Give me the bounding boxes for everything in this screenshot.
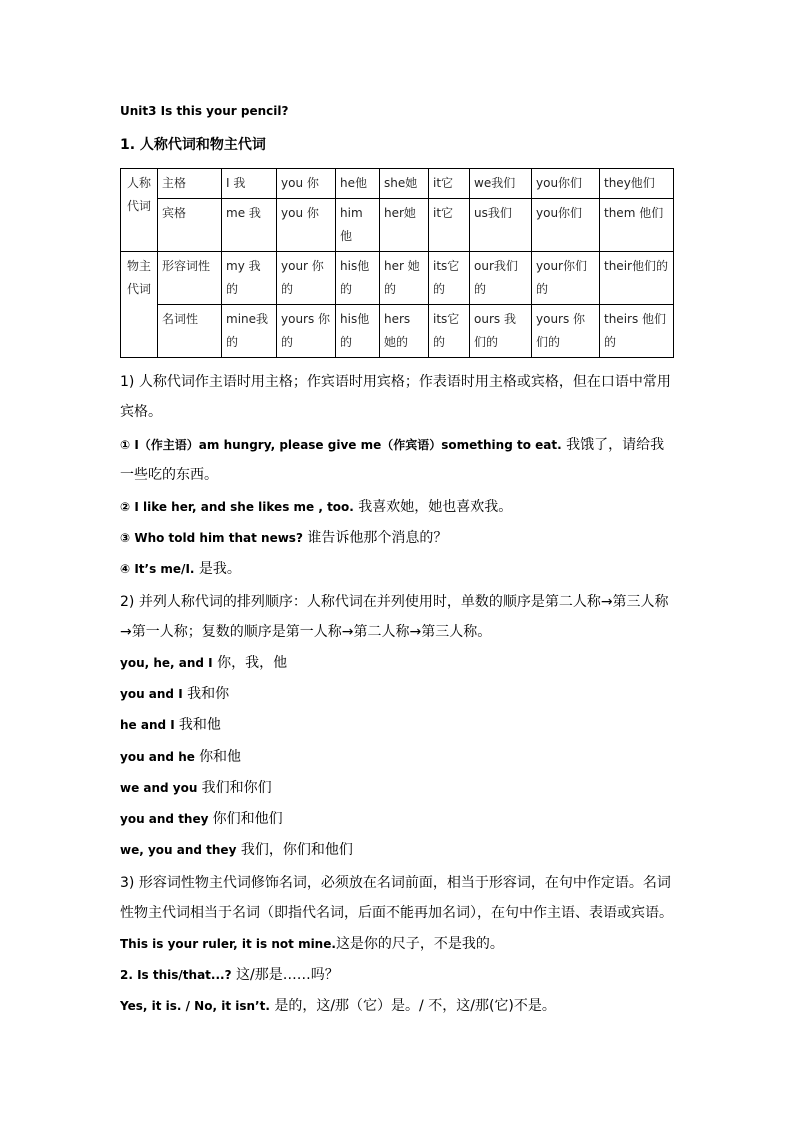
order-english: you and I [120,687,183,701]
table-cell: ours 我们的 [470,305,532,358]
order-chinese: 我们和你们 [201,780,272,796]
order-chinese: 我和他 [178,717,221,733]
group-label-possessive: 物主代词 [121,252,158,358]
order-english: you and they [120,812,213,826]
table-cell: theirs 他们的 [600,305,674,358]
table-cell: 宾格 [158,199,222,252]
table-cell: he他 [336,169,380,199]
unit-title: Unit3 Is this your pencil? [120,104,289,118]
order-item [120,840,353,860]
order-item [120,715,221,735]
table-cell: we我们 [470,169,532,199]
table-cell: its它的 [429,305,470,358]
table-cell: his他的 [336,305,380,358]
order-chinese: 你和他 [199,749,242,765]
table-cell: it它 [429,199,470,252]
section-heading-2 [120,965,339,985]
table-row [121,252,674,305]
order-english: you and he [120,750,200,764]
example-english: ③ Who told him that news? [120,531,303,545]
order-english: he and I [120,718,179,732]
example-english: Yes, it is. / No, it isn’t. [120,999,270,1013]
note-paragraph-1: 1) 人称代词作主语时用主格；作宾语时用宾格；作表语时用主格或宾格，但在口语中常用宾格。 [120,374,671,420]
table-cell: her她 [380,199,429,252]
table-cell: 形容词性 [158,252,222,305]
heading-chinese: 这/那是……吗？ [231,967,339,983]
table-cell: them 他们 [600,199,674,252]
order-english: you, he, and I [120,656,213,670]
table-row [121,305,674,358]
order-item [120,653,287,673]
table-cell: yours 你们的 [532,305,600,358]
table-cell: yours 你的 [277,305,336,358]
order-item [120,747,241,767]
table-cell: me 我 [222,199,277,252]
example-chinese: 我喜欢她，她也喜欢我。 [353,499,513,515]
table-cell: my 我的 [222,252,277,305]
order-item [120,778,272,798]
table-cell: 名词性 [158,305,222,358]
table-cell: 主格 [158,169,222,199]
example-3 [120,528,447,548]
order-chinese: 我和你 [182,686,230,702]
table-row [121,199,674,252]
order-item [120,684,229,704]
table-cell: you 你 [277,169,336,199]
table-row [121,169,674,199]
order-english: we, you and they [120,843,237,857]
example-english: ④ It’s me/I. [120,562,195,576]
table-cell: she她 [380,169,429,199]
note-paragraph-2: 2) 并列人称代词的排列顺序：人称代词在并列使用时，单数的顺序是第二人称→第三人称→第一人称；复数的顺序是第一人称→第二人称→第三人称。 [120,594,669,640]
order-item [120,809,283,829]
example-english: ① I（作主语）am hungry, please give me（作宾语）something to eat. [120,438,562,452]
table-cell: hers 她的 [380,305,429,358]
table-cell: your你们的 [532,252,600,305]
example-6 [120,996,556,1016]
example-chinese: 是我。 [194,561,241,577]
order-chinese: 你，我，他 [212,655,288,671]
example-5 [120,934,504,954]
order-chinese: 你们和他们 [212,811,283,827]
example-4 [120,559,241,579]
example-chinese: 这是你的尺子，不是我的。 [335,936,504,952]
example-1 [120,430,678,490]
table-cell: you你们 [532,199,600,252]
note-paragraph-3: 3) 形容词性物主代词修饰名词，必须放在名词前面，相当于形容词，在句中作定语。名词性物主代词相当于名词（即指代名词，后面不能再加名词），在句中作主语、表语或宾语。 [120,875,673,921]
heading-english: 2. Is this/that...? [120,968,232,982]
pronoun-table [120,168,674,358]
example-chinese: 是的，这/那（它）是。/ 不，这/那(它)不是。 [269,998,556,1014]
example-english: This is your ruler, it is not mine. [120,937,336,951]
order-english: we and you [120,781,202,795]
table-cell: it它 [429,169,470,199]
section-heading-1: 1. 人称代词和物主代词 [120,137,266,153]
order-chinese: 我们，你们和他们 [236,842,353,858]
table-cell: our我们的 [470,252,532,305]
table-cell: her 她的 [380,252,429,305]
example-2 [120,497,512,517]
table-cell: us我们 [470,199,532,252]
table-cell: you你们 [532,169,600,199]
example-english: ② I like her, and she likes me , too. [120,500,354,514]
table-cell: him 他 [336,199,380,252]
group-label-personal: 人称代词 [121,169,158,252]
example-chinese: 谁告诉他那个消息的？ [302,530,448,546]
table-cell: they他们 [600,169,674,199]
table-cell: mine我的 [222,305,277,358]
table-cell: I 我 [222,169,277,199]
table-cell: its它的 [429,252,470,305]
table-cell: your 你的 [277,252,336,305]
table-cell: their他们的 [600,252,674,305]
example-chinese: 我饿了，请给我一些吃的东西。 [120,437,665,483]
table-cell: you 你 [277,199,336,252]
table-cell: his他的 [336,252,380,305]
